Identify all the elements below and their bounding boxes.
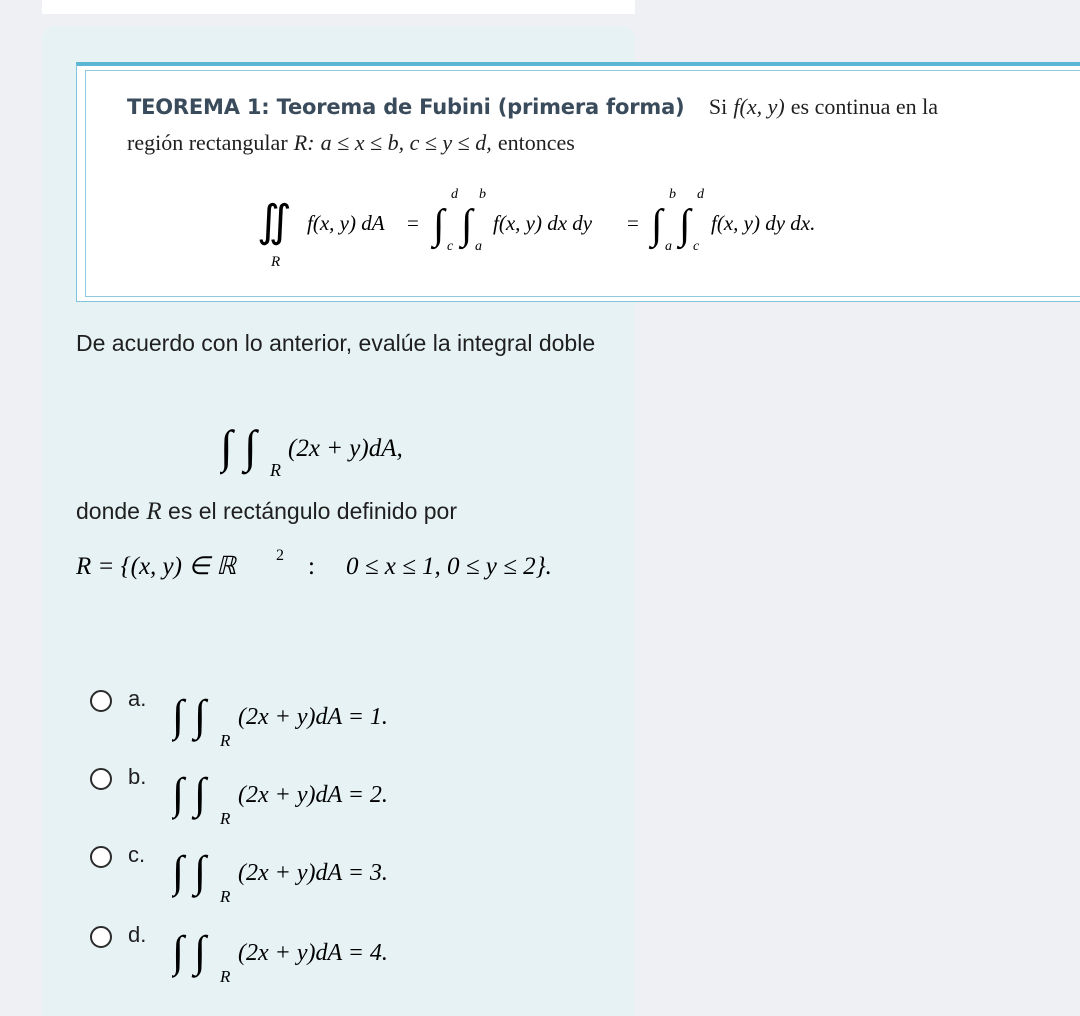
option-c-integral-sign-2: ∫ [194,847,207,896]
integral-sign-2: ∫ [244,421,257,472]
fubini-formula [247,178,947,268]
donde-prefix: donde [76,498,140,524]
right-inner-upper: d [697,187,704,202]
middle-outer-lower: c [447,239,454,254]
option-b-integrand: (2x + y)dA = 2. [238,782,388,808]
option-d-integral-sign-1: ∫ [172,927,185,976]
option-a-formula [172,684,572,756]
lhs-integrand: f(x, y) dA [307,211,385,235]
region-set-exponent: 2 [276,547,284,564]
option-b-region: R [220,809,231,828]
option-d-integral-sign-2: ∫ [194,927,207,976]
option-a[interactable] [90,684,590,756]
option-c-radio[interactable] [90,846,112,868]
option-c-integral-sign-1: ∫ [172,847,185,896]
option-a-radio[interactable] [90,690,112,712]
theorem-title: TEOREMA 1: Teorema de Fubini (primera forma) [127,95,685,119]
option-c-region: R [220,887,231,906]
right-outer-integral-sign: ∫ [651,202,663,248]
region-set-lhs: R = {(x, y) ∈ ℝ [76,553,237,580]
option-d-integrand: (2x + y)dA = 4. [238,940,388,966]
option-d[interactable] [90,920,590,992]
theorem-region-R: R: [293,130,315,155]
option-d-region: R [220,967,231,986]
region-definition [76,540,696,590]
option-d-formula [172,920,572,992]
option-d-radio[interactable] [90,926,112,948]
equals-2: = [627,211,639,235]
lhs-region: R [271,254,281,268]
equals-1: = [407,211,419,235]
right-outer-lower: a [665,239,672,254]
theorem-line-2 [127,130,575,156]
option-c[interactable] [90,840,590,912]
option-a-region: R [220,731,231,750]
option-a-integral-sign-1: ∫ [172,691,185,740]
right-outer-upper: b [669,187,676,202]
option-b[interactable] [90,762,590,834]
option-d-letter: d. [128,922,147,947]
theorem-fxy: f(x, y) [733,94,785,119]
middle-inner-lower: a [475,239,482,254]
theorem-entonces: entonces [497,130,575,155]
theorem-continua: es continua en la [790,94,939,119]
option-a-letter: a. [128,686,147,711]
integral-sign-1: ∫ [220,421,233,472]
theorem-box [76,62,1080,302]
option-b-integral-sign-2: ∫ [194,769,207,818]
option-b-radio[interactable] [90,768,112,790]
middle-outer-integral-sign: ∫ [433,202,445,248]
right-inner-lower: c [693,239,700,254]
donde-R: R [146,498,162,525]
option-c-integrand: (2x + y)dA = 3. [238,860,388,886]
option-b-formula [172,762,572,834]
middle-inner-integral-sign: ∫ [461,202,473,248]
double-integral-sign: ∬ [257,197,292,246]
question-integral [220,410,520,490]
middle-outer-upper: d [451,187,458,202]
theorem-si: Si [708,94,728,119]
option-a-integrand: (2x + y)dA = 1. [238,704,388,730]
question-integral-region: R [270,460,281,480]
donde-line [76,498,457,526]
option-c-formula [172,840,572,912]
option-b-integral-sign-1: ∫ [172,769,185,818]
theorem-line-1 [127,94,938,120]
question-intro: De acuerdo con lo anterior, evalúe la integral doble [76,330,596,356]
top-strip [42,0,635,14]
theorem-region-prefix: región rectangular [127,130,288,155]
middle-inner-upper: b [479,187,486,202]
theorem-region-ineq: a ≤ x ≤ b, c ≤ y ≤ d, [320,130,492,155]
option-b-letter: b. [128,764,147,789]
option-a-integral-sign-2: ∫ [194,691,207,740]
donde-suffix: es el rectángulo definido por [168,498,458,524]
region-set-colon: : [308,553,315,580]
right-integrand: f(x, y) dy dx. [711,211,816,235]
middle-integrand: f(x, y) dx dy [493,211,593,235]
region-set-rhs: 0 ≤ x ≤ 1, 0 ≤ y ≤ 2}. [346,553,552,580]
right-inner-integral-sign: ∫ [679,202,691,248]
option-c-letter: c. [128,842,146,867]
question-integrand: (2x + y)dA, [288,435,403,462]
